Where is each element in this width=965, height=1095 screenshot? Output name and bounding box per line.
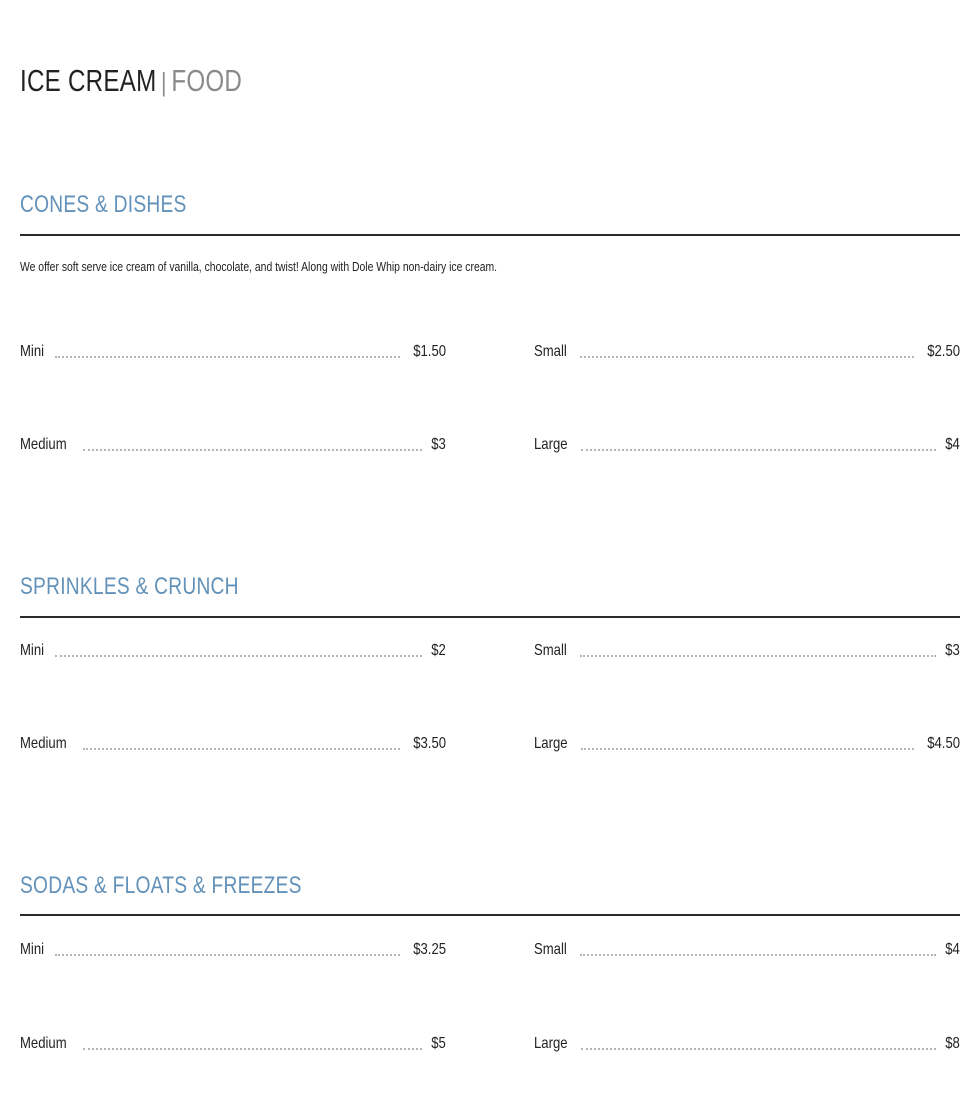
- section-divider: [20, 616, 960, 618]
- item-name: Small: [534, 642, 567, 659]
- item-name: Medium: [20, 1035, 67, 1052]
- dotted-leader: [580, 356, 914, 358]
- item-name: Small: [534, 343, 567, 360]
- page-title-subtitle: FOOD: [171, 63, 243, 98]
- menu-item-large: [534, 433, 960, 455]
- menu-item-mini: [20, 639, 446, 661]
- menu-item-mini: [20, 938, 446, 960]
- item-name: Large: [534, 436, 568, 453]
- dotted-leader: [55, 356, 400, 358]
- dotted-leader: [55, 655, 422, 657]
- dotted-leader: [581, 449, 936, 451]
- item-price: $2.50: [927, 343, 960, 360]
- item-price: $3: [431, 436, 446, 453]
- item-name: Mini: [20, 941, 45, 958]
- menu-item-medium: [20, 1032, 446, 1054]
- title-separator: |: [161, 67, 167, 97]
- item-name: Large: [534, 1035, 568, 1052]
- item-name: Medium: [20, 735, 67, 752]
- item-price: $1.50: [413, 343, 446, 360]
- item-price: $3.50: [413, 735, 446, 752]
- section-divider: [20, 914, 960, 916]
- item-price: $4.50: [927, 735, 960, 752]
- item-price: $4: [945, 941, 960, 958]
- menu-item-large: [534, 732, 960, 754]
- dotted-leader: [83, 449, 422, 451]
- menu-item-small: [534, 340, 960, 362]
- menu-item-medium: [20, 433, 446, 455]
- menu-item-mini: [20, 340, 446, 362]
- item-price: $3.25: [413, 941, 446, 958]
- item-price: $5: [431, 1035, 446, 1052]
- dotted-leader: [580, 954, 936, 956]
- item-price: $4: [945, 436, 960, 453]
- menu-item-small: [534, 938, 960, 960]
- item-price: $2: [431, 642, 446, 659]
- section-heading: SODAS & FLOATS & FREEZES: [20, 872, 302, 899]
- section-heading: CONES & DISHES: [20, 191, 187, 218]
- item-name: Mini: [20, 343, 45, 360]
- menu-item-large: [534, 1032, 960, 1054]
- dotted-leader: [83, 1048, 422, 1050]
- section-description: We offer soft serve ice cream of vanilla, chocolate, and twist! Along with Dole Whip non-dairy ice cream.: [20, 259, 498, 274]
- item-name: Large: [534, 735, 568, 752]
- item-price: $3: [945, 642, 960, 659]
- item-price: $8: [945, 1035, 960, 1052]
- dotted-leader: [55, 954, 400, 956]
- dotted-leader: [580, 655, 936, 657]
- menu-item-small: [534, 639, 960, 661]
- page-title: [20, 62, 242, 101]
- page-title-main: ICE CREAM: [20, 63, 157, 98]
- item-name: Mini: [20, 642, 45, 659]
- section-divider: [20, 234, 960, 236]
- item-name: Small: [534, 941, 567, 958]
- dotted-leader: [83, 748, 400, 750]
- item-name: Medium: [20, 436, 67, 453]
- section-heading: SPRINKLES & CRUNCH: [20, 573, 239, 600]
- menu-item-medium: [20, 732, 446, 754]
- dotted-leader: [581, 748, 914, 750]
- dotted-leader: [581, 1048, 936, 1050]
